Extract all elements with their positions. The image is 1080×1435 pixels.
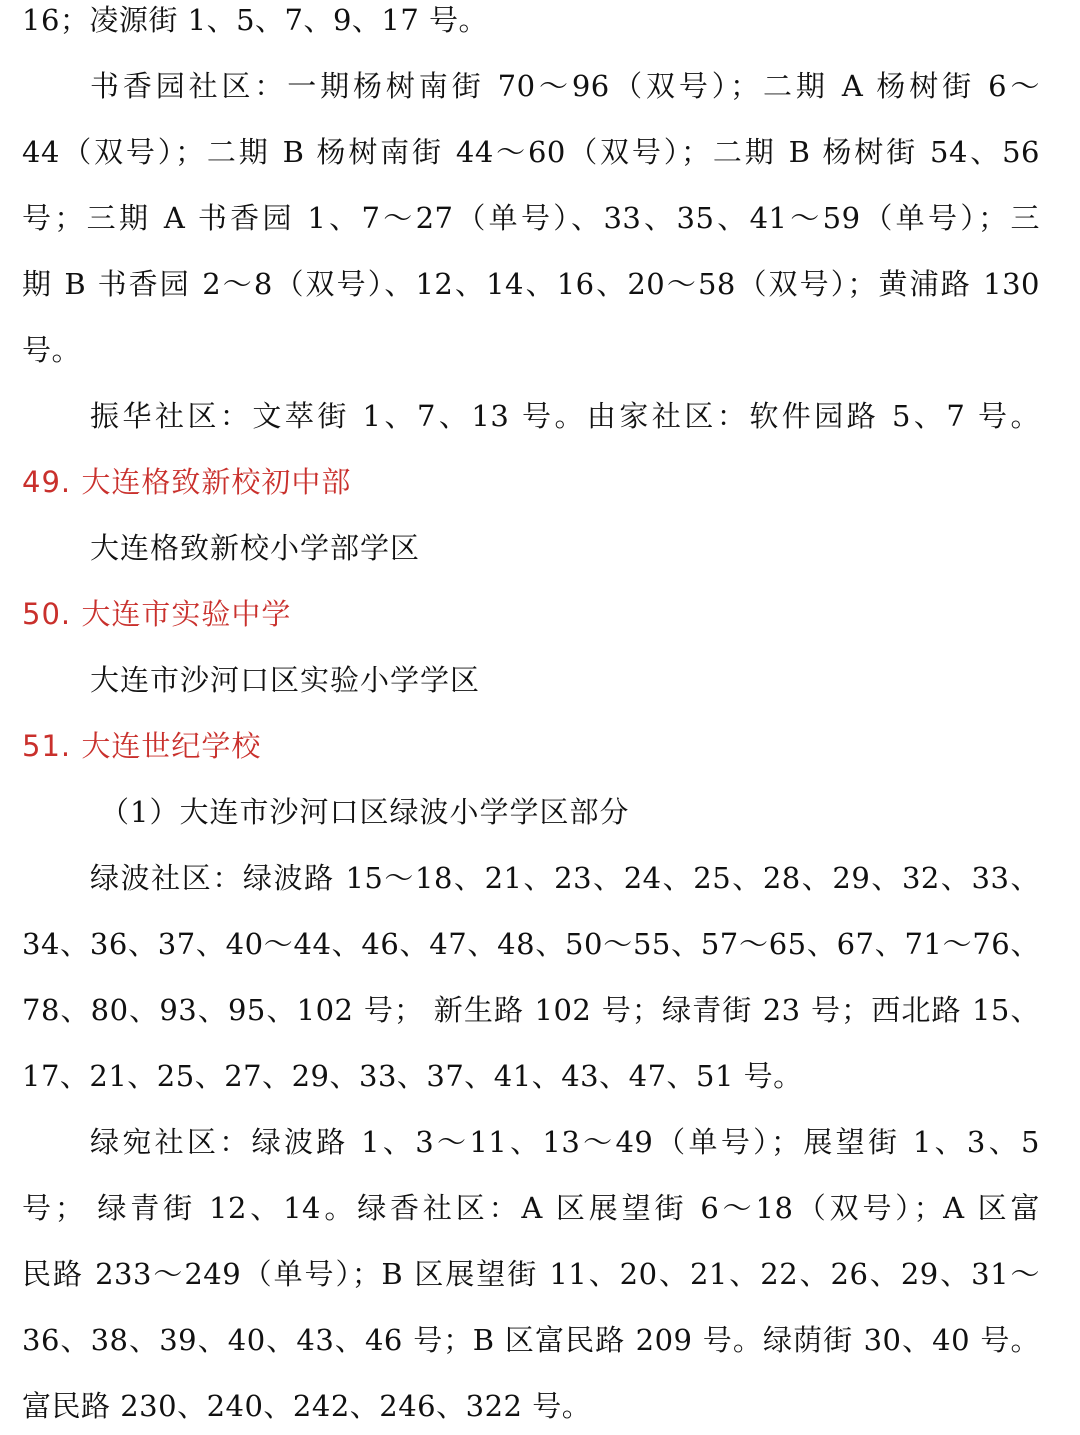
paragraph-line: 16；凌源街 1、5、7、9、17 号。 — [22, 3, 489, 37]
school-district-line: 大连市沙河口区实验小学学区 — [90, 663, 481, 697]
school-district-line: 大连格致新校小学部学区 — [90, 531, 421, 565]
paragraph-line: 号。 — [22, 333, 82, 367]
paragraph-line: 34、36、37、40～44、46、47、48、50～55、57～65、67、71～76、 — [22, 927, 1040, 961]
paragraph-line: 17、21、25、27、29、33、37、41、43、47、51 号。 — [22, 1059, 803, 1093]
paragraph-line-lvbo: 绿波社区：绿波路 15～18、21、23、24、25、28、29、32、33、 — [90, 861, 1040, 895]
paragraph-line: 78、80、93、95、102 号； 新生路 102 号；绿青街 23 号；西北路 15、 — [22, 993, 1040, 1027]
paragraph-line-lvwan: 绿宛社区：绿波路 1、3～11、13～49（单号）；展望街 1、3、5 — [90, 1125, 1040, 1159]
section-heading-50: 50. 大连市实验中学 — [22, 597, 292, 631]
paragraph-line: 44（双号）；二期 B 杨树南街 44～60（双号）；二期 B 杨树街 54、56 — [22, 135, 1040, 169]
paragraph-line: 民路 233～249（单号）；B 区展望街 11、20、21、22、26、29、31～ — [22, 1257, 1040, 1291]
paragraph-line-shuxiangyuan: 书香园社区：一期杨树南街 70～96（双号）；二期 A 杨树街 6～ — [90, 69, 1040, 103]
paragraph-line: 期 B 书香园 2～8（双号）、12、14、16、20～58（双号）；黄浦路 130 — [22, 267, 1040, 301]
paragraph-line: 号； 绿青街 12、14。绿香社区：A 区展望街 6～18（双号）；A 区富 — [22, 1191, 1040, 1225]
paragraph-line: 36、38、39、40、43、46 号；B 区富民路 209 号。绿荫街 30、40 号。 — [22, 1323, 1040, 1357]
section-heading-51: 51. 大连世纪学校 — [22, 729, 262, 763]
paragraph-line: 号；三期 A 书香园 1、7～27（单号）、33、35、41～59（单号）；三 — [22, 201, 1040, 235]
subsection-heading: （1）大连市沙河口区绿波小学学区部分 — [100, 795, 630, 829]
paragraph-line: 富民路 230、240、242、246、322 号。 — [22, 1389, 592, 1423]
section-heading-49: 49. 大连格致新校初中部 — [22, 465, 352, 499]
paragraph-line-zhenhua: 振华社区：文萃街 1、7、13 号。由家社区：软件园路 5、7 号。 — [90, 399, 1040, 433]
